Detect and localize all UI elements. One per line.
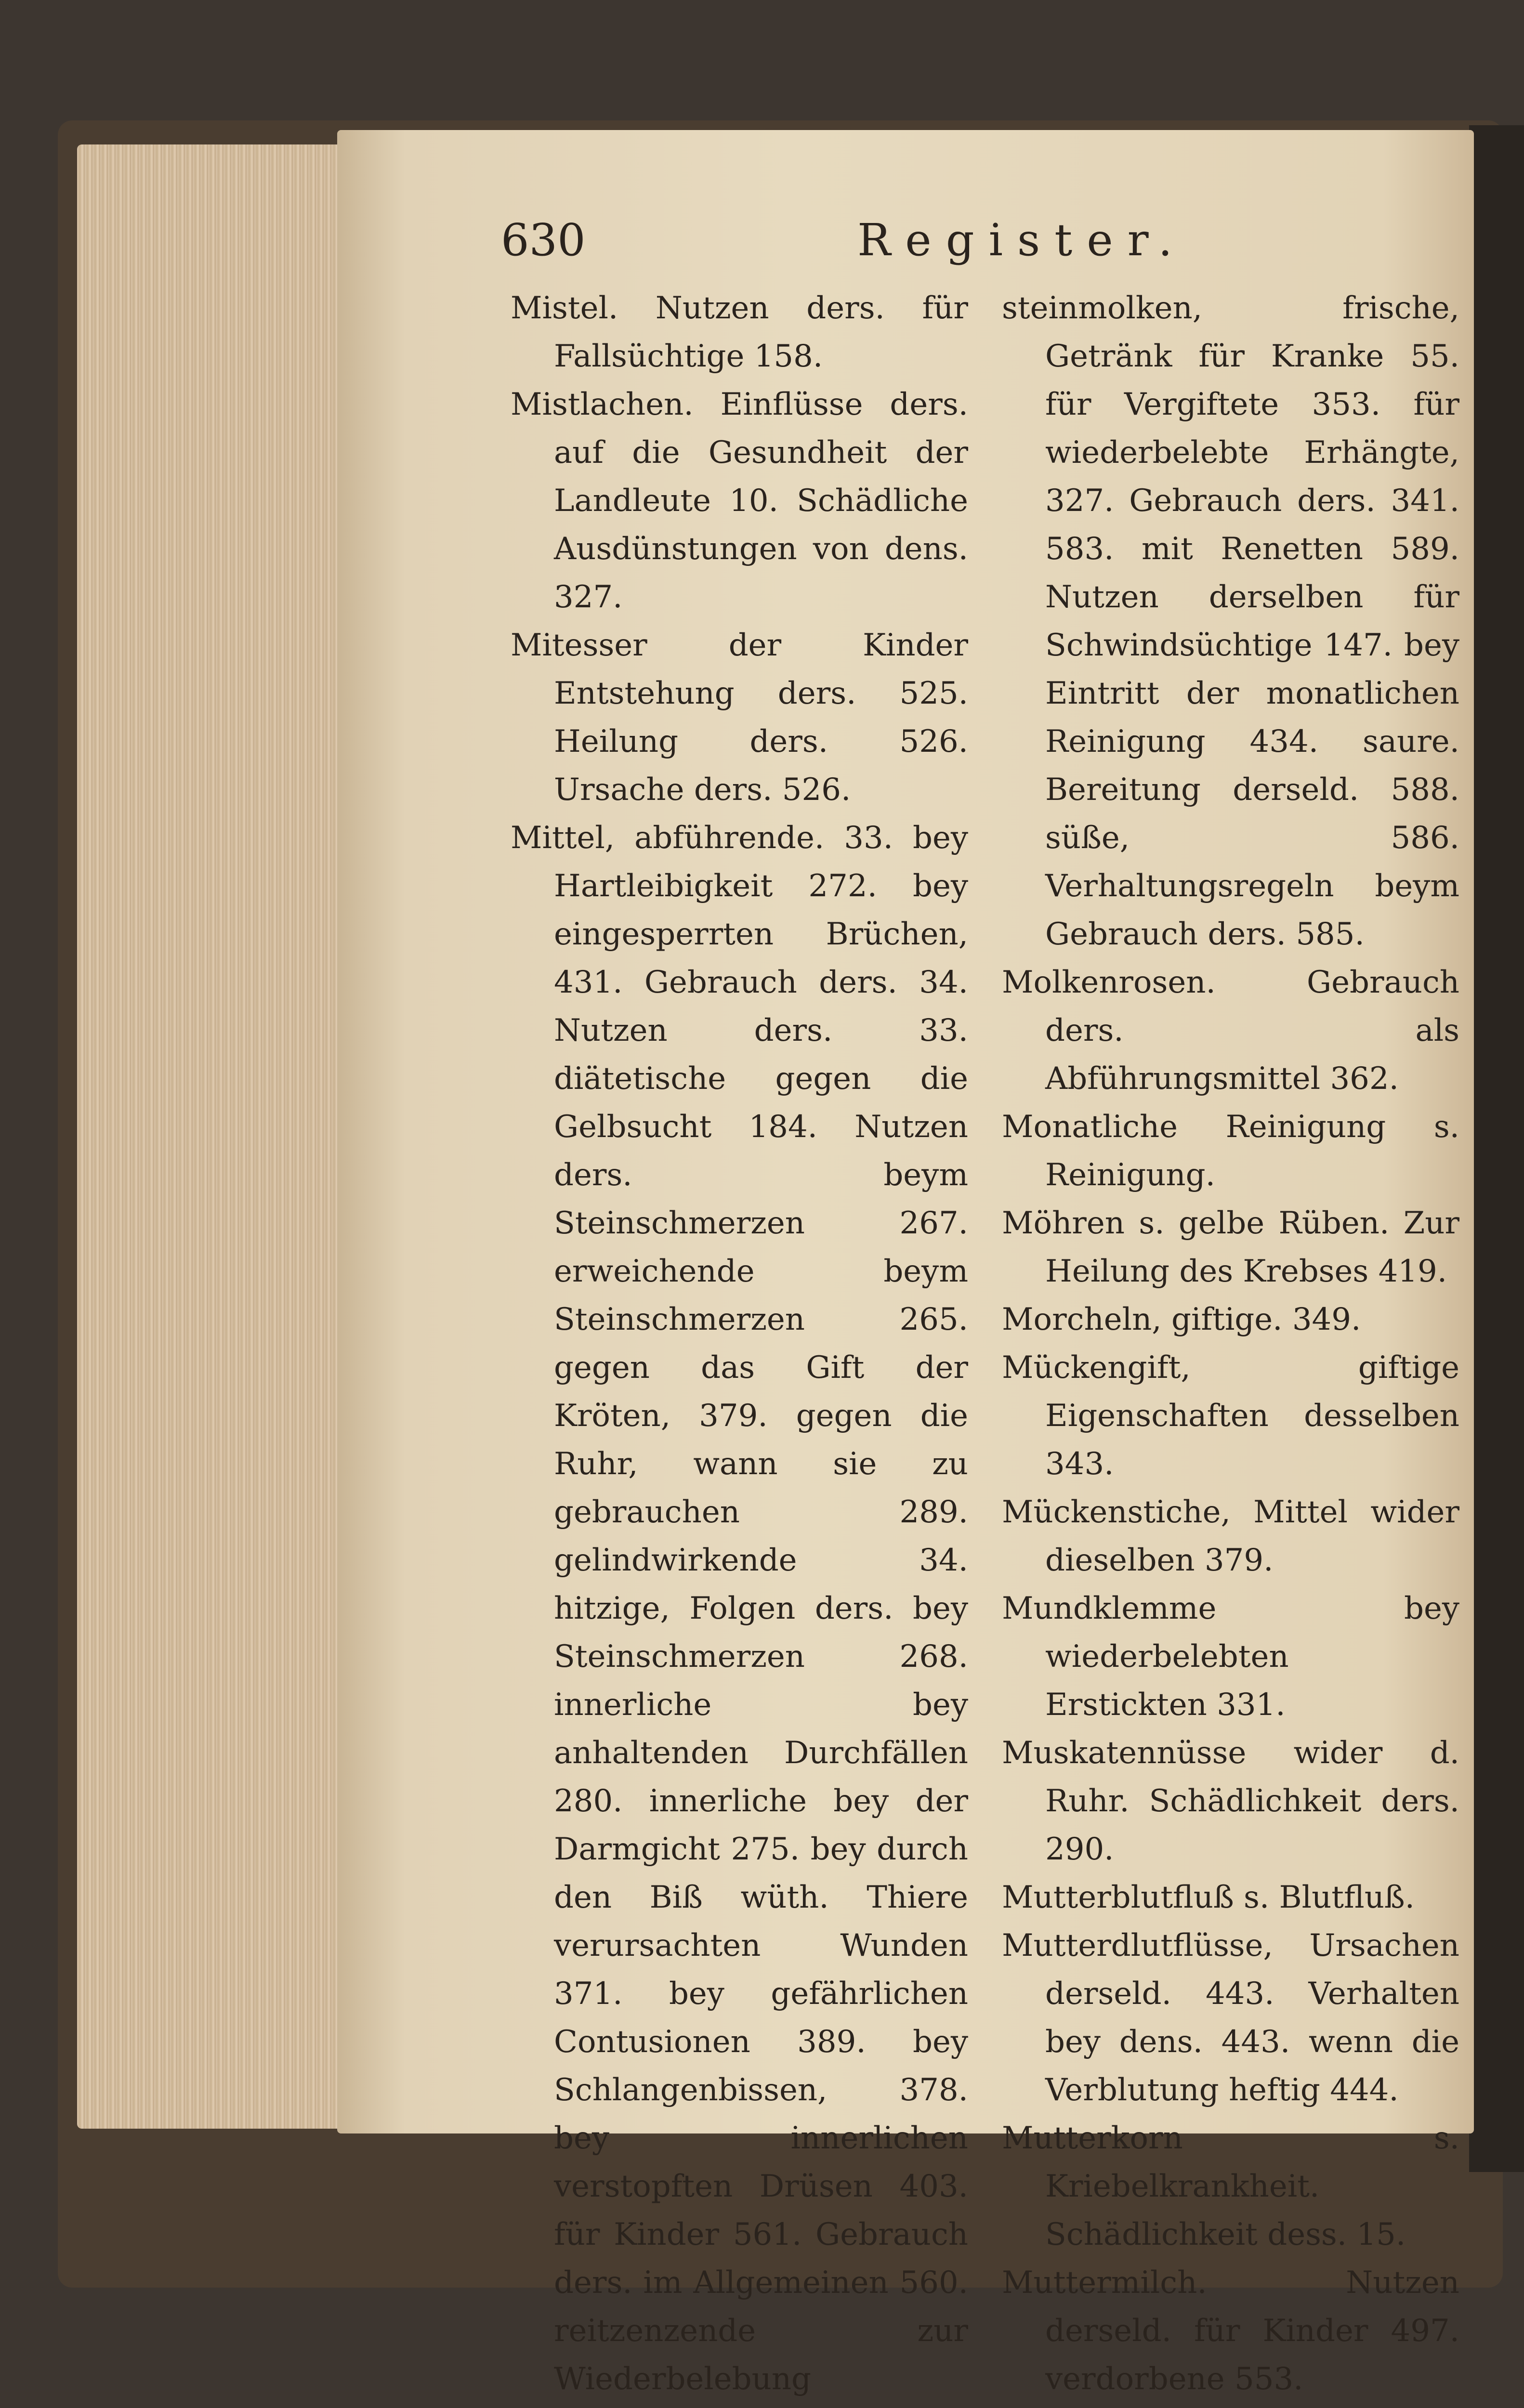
index-entry: Mutterkorn s. Kriebelkrankheit. Schädlichkeit dess. 15. xyxy=(1002,2120,1459,2252)
index-entry: Mundklemme bey wiederbelebten Erstickten 331. xyxy=(1002,1591,1459,1723)
index-entry: Monatliche Reinigung s. Reinigung. xyxy=(1002,1109,1459,1193)
index-entry: Mutterblutfluß s. Blutfluß. xyxy=(1002,1880,1415,1915)
index-entry: Molkenrosen. Gebrauch ders. als Abführungsmittel 362. xyxy=(1002,965,1459,1097)
right-column xyxy=(1002,284,1459,2408)
page-edges xyxy=(77,144,366,2129)
index-entry: Mittel, abführende. 33. bey Hartleibigkeit 272. bey eingesperrten Brüchen, 431. Gebrauch ders. 34. Nutzen ders. 33. diätetische gegen die Gelbsucht 184. Nutzen ders. beym Steinschmerzen 267. erweichende beym Steinschmerzen 265. gegen das Gift der Kröten, 379. gegen die Ruhr, wann sie zu gebrauchen 289. gelindwirkende 34. hitzige, Folgen ders. bey Steinschmerzen 268. innerliche bey anhaltenden Durchfällen 280. innerliche bey der Darmgicht 275. bey durch den Biß wüth. Thiere verursachten Wunden 371. bey gefährlichen Contusionen 389. bey Schlangenbissen, 378. bey innerlichen verstopften Drüsen 403. für Kinder 561. Gebrauch ders. im Allgemeinen 560. reitzenzende zur Wiederbelebung xyxy=(511,820,968,2397)
index-entry: Mückengift, giftige Eigenschaften desselben 343. xyxy=(1002,1350,1459,1482)
index-entry xyxy=(1002,2403,1459,2408)
index-entry: Mistel. Nutzen ders. für Fallsüchtige 158. xyxy=(511,290,968,374)
index-entry: Mückenstiche, Mittel wider dieselben 379. xyxy=(1002,1494,1459,1578)
book-gutter xyxy=(1469,125,1524,2172)
page-title: Register. xyxy=(857,214,1187,266)
index-entry: Mistlachen. Einflüsse ders. auf die Gesundheit der Landleute 10. Schädliche Ausdünstungen von dens. 327. xyxy=(511,387,968,615)
index-entry: Mutterdlutflüsse, Ursachen derseld. 443. Verhalten bey dens. 443. wenn die Verblutung heftig 444. xyxy=(1002,1928,1459,2108)
page-number: 630 xyxy=(501,214,586,266)
index-entry: Morcheln, giftige. 349. xyxy=(1002,1302,1361,1337)
index-entry: steinmolken, frische, Getränk für Kranke 55. für Vergiftete 353. für wiederbelebte Erhängte, 327. Gebrauch ders. 341. 583. mit Renetten 589. Nutzen derselben für Schwindsüchtige 147. bey Eintritt der monatlichen Reinigung 434. saure. Bereitung derseld. 588. süße, 586. Verhaltungsregeln beym Gebrauch ders. 585. xyxy=(1002,290,1459,952)
index-entry: Möhren s. gelbe Rüben. Zur Heilung des Krebses 419. xyxy=(1002,1205,1459,1289)
index-entry: Muskatennüsse wider d. Ruhr. Schädlichkeit ders. 290. xyxy=(1002,1735,1459,1867)
index-entry: Mitesser der Kinder Entstehung ders. 525. Heilung ders. 526. Ursache ders. 526. xyxy=(511,628,968,808)
index-entry: Muttermilch. Nutzen derseld. für Kinder 497. verdorbene 553. xyxy=(1002,2265,1459,2397)
left-column xyxy=(511,284,968,2408)
